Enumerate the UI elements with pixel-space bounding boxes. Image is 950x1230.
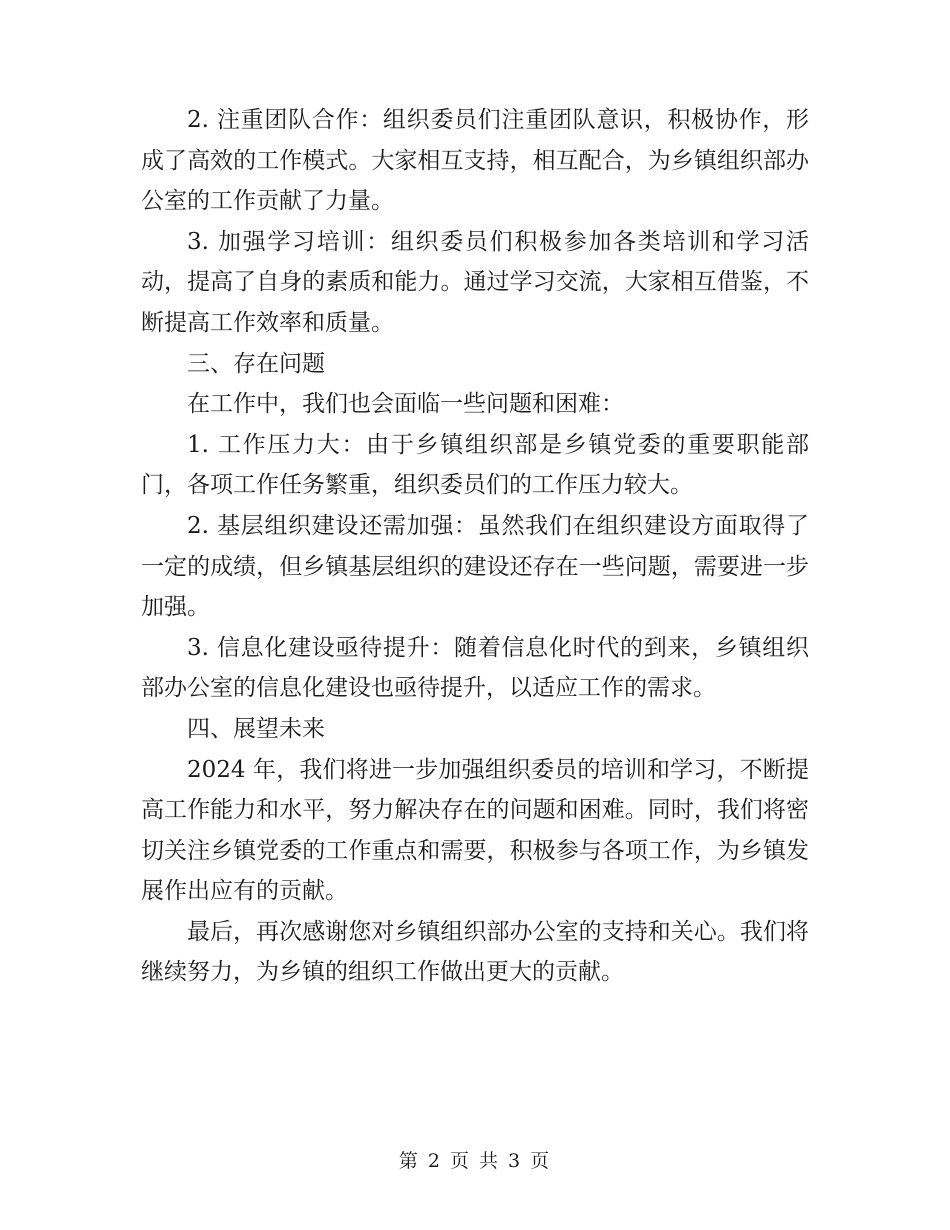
paragraph-informatization: 3. 信息化建设亟待提升：随着信息化时代的到来，乡镇组织部办公室的信息化建设也亟待提升，以适应工作的需求。: [141, 634, 809, 702]
paragraph-training: 3. 加强学习培训：组织委员们积极参加各类培训和学习活动，提高了自身的素质和能力。通过学习交流，大家相互借鉴，不断提高工作效率和质量。: [141, 228, 809, 336]
paragraph-closing: 最后，再次感谢您对乡镇组织部办公室的支持和关心。我们将继续努力，为乡镇的组织工作做出更大的贡献。: [141, 918, 809, 986]
paragraph-teamwork: 2. 注重团队合作：组织委员们注重团队意识，积极协作，形成了高效的工作模式。大家相互支持，相互配合，为乡镇组织部办公室的工作贡献了力量。: [141, 107, 809, 215]
paragraph-grassroots: 2. 基层组织建设还需加强：虽然我们在组织建设方面取得了一定的成绩，但乡镇基层组织的建设还存在一些问题，需要进一步加强。: [141, 512, 809, 621]
paragraph-outlook: 2024 年，我们将进一步加强组织委员的培训和学习，不断提高工作能力和水平，努力解决存在的问题和困难。同时，我们将密切关注乡镇党委的工作重点和需要，积极参与各项工作，为乡镇发展作出应有的贡献。: [141, 756, 809, 905]
section-heading-outlook: 四、展望未来: [187, 715, 325, 742]
page-number-footer: 第 2 页 共 3 页: [398, 1150, 552, 1172]
paragraph-problems-intro: 在工作中，我们也会面临一些问题和困难：: [187, 391, 624, 418]
section-heading-problems: 三、存在问题: [187, 350, 325, 377]
paragraph-work-pressure: 1. 工作压力大：由于乡镇组织部是乡镇党委的重要职能部门，各项工作任务繁重，组织委员们的工作压力较大。: [141, 431, 809, 499]
document-body: [141, 100, 809, 993]
